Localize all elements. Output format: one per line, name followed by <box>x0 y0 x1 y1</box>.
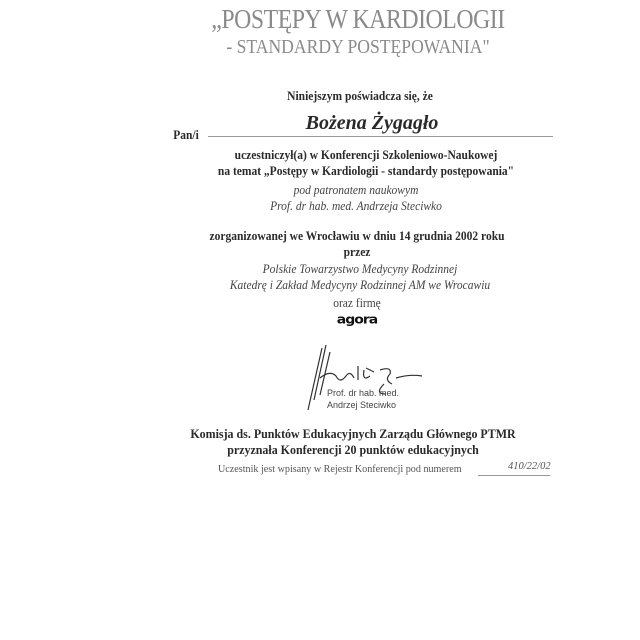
recipient-label: Pan/i <box>173 128 199 142</box>
registry-underline <box>478 475 550 476</box>
and-company-text: oraz firmę <box>333 296 381 310</box>
conference-topic: na temat „Postępy w Kardiologii - standardy postępowania" <box>217 164 515 178</box>
signatory-name: Andrzej Steciwko <box>327 400 397 410</box>
registry-number: 410/22/02 <box>508 461 551 472</box>
patronage-label: pod patronatem naukowym <box>293 183 419 197</box>
registry-label: Uczestnik jest wpisany w Rejestr Konferencji pod numerem <box>218 463 462 475</box>
name-underline <box>208 136 553 137</box>
commission-line1: Komisja ds. Punktów Edukacyjnych Zarządu Głównego PTMR <box>190 426 516 441</box>
by-text: przez <box>343 245 371 259</box>
patron-name: Prof. dr hab. med. Andrzeja Steciwko <box>270 199 442 213</box>
organizer-2: Katedrę i Zakład Medycyny Rodzinnej AM we Wrocawiu <box>229 278 491 292</box>
certificate-title-line1: „POSTĘPY W KARDIOLOGII <box>211 4 505 34</box>
commission-line2: przyznała Konferencji 20 punktów edukacyjnych <box>227 442 479 457</box>
signatory-title: Prof. dr hab. med. <box>327 388 400 398</box>
agora-logo: agora <box>336 312 378 328</box>
recipient-name: Bożena Żygagło <box>305 112 439 134</box>
participation-text: uczestniczył(a) w Konferencji Szkoleniowo-Naukowej <box>234 148 498 162</box>
organizer-1: Polskie Towarzystwo Medycyny Rodzinnej <box>262 262 458 276</box>
intro-text: Niniejszym poświadcza się, że <box>287 89 433 103</box>
organized-text: zorganizowanej we Wrocławiu w dniu 14 grudnia 2002 roku <box>209 229 505 243</box>
certificate-title-line2: - STANDARDY POSTĘPOWANIA" <box>226 36 490 58</box>
